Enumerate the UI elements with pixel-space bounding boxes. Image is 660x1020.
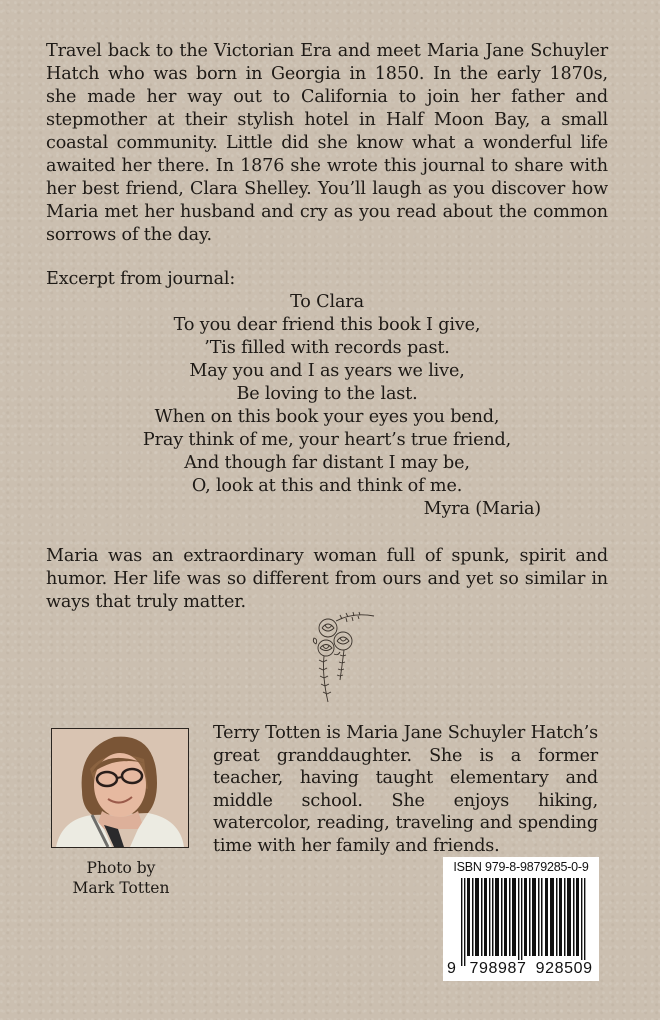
poem-line: And though far distant I may be, — [184, 453, 470, 473]
poem-signature: Myra (Maria) — [423, 499, 541, 519]
barcode-digit-group2: 928509 — [535, 960, 593, 977]
isbn-label: ISBN 979-8-9879285-0-9 — [453, 860, 589, 874]
photo-credit-line1: Photo by — [86, 859, 156, 877]
photo-credit-line2: Mark Totten — [72, 879, 170, 897]
poem-line: May you and I as years we live, — [189, 361, 465, 381]
poem-line: To you dear friend this book I give, — [173, 315, 481, 335]
closing-paragraph: Maria was an extraordinary woman full of spunk, spirit and humor. Her life was so different from ours and yet so similar in ways that truly matter. — [46, 546, 608, 612]
poem-line: Pray think of me, your heart’s true friend, — [142, 430, 512, 450]
barcode-digits — [447, 960, 595, 978]
isbn-barcode — [443, 857, 599, 981]
poem — [46, 291, 608, 521]
author-bio: Terry Totten is Maria Jane Schuyler Hatch’s great granddaughter. She is a former teacher, having taught elementary and middle school. She enjoys hiking, watercolor, reading, traveling and spending time with her family and friends. — [213, 723, 598, 856]
barcode-bars-icon — [461, 878, 586, 966]
poem-line: Be loving to the last. — [236, 384, 418, 404]
intro-paragraph: Travel back to the Victorian Era and meet Maria Jane Schuyler Hatch who was born in Georgia in 1850. In the early 1870s, she made her way out to California to join her father and stepmother at their stylish hotel in Half Moon Bay, a small coastal community. Little did she know what a wonderful life awaited her there. In 1876 she wrote this journal to share with her best friend, Clara Shelley. You’ll laugh as you discover how Maria met her husband and cry as you read about the common sorrows of the day. — [46, 41, 608, 245]
poem-line: O, look at this and think of me. — [191, 476, 463, 496]
excerpt-label: Excerpt from journal: — [46, 269, 236, 289]
poem-line: When on this book your eyes you bend, — [154, 407, 500, 427]
barcode-digit-first: 9 — [447, 960, 457, 977]
poem-title: To Clara — [290, 292, 364, 312]
poem-line: ’Tis filled with records past. — [204, 338, 450, 358]
floral-flourish-icon — [308, 606, 382, 706]
author-photo — [51, 728, 189, 848]
barcode-digit-group1: 798987 — [469, 960, 527, 977]
author-portrait-image — [52, 729, 188, 847]
photo-credit — [46, 858, 196, 898]
